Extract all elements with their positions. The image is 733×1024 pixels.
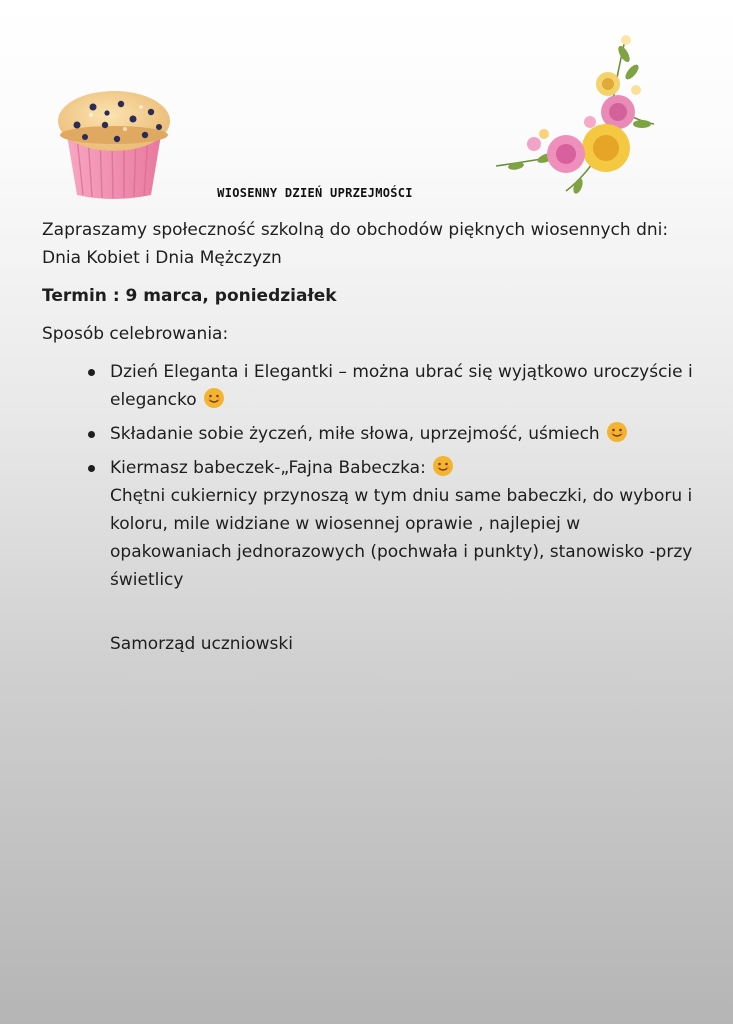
- celebration-list: [42, 358, 702, 594]
- event-date: Termin : 9 marca, poniedziałek: [42, 286, 337, 306]
- celebration-heading: Sposób celebrowania:: [42, 324, 229, 344]
- document-title: WIOSENNY DZIEŃ UPRZEJMOŚCI: [217, 186, 413, 200]
- list-item-text: Kiermasz babeczek-„Fajna Babeczka:: [110, 458, 426, 478]
- smiley-icon: [606, 421, 628, 443]
- intro-paragraph: Zapraszamy społeczność szkolną do obchodów pięknych wiosennych dni: Dnia Kobiet i Dnia Mężczyzn: [42, 220, 669, 268]
- list-item: [88, 454, 702, 594]
- flower-corner-illustration: [486, 26, 662, 198]
- list-item: [88, 358, 702, 414]
- document-body: [42, 216, 702, 658]
- smiley-icon: [432, 455, 454, 477]
- list-item: [88, 420, 702, 448]
- signature: Samorząd uczniowski: [110, 634, 293, 654]
- smiley-icon: [203, 387, 225, 409]
- list-item-text: Składanie sobie życzeń, miłe słowa, uprzejmość, uśmiech: [110, 424, 600, 444]
- list-item-detail: Chętni cukiernicy przynoszą w tym dniu same babeczki, do wyboru i koloru, mile widziane w wiosennej oprawie , najlepiej w opakowaniach jednorazowych (pochwała i punkty), stanowisko -przy świetlicy: [110, 486, 693, 590]
- list-item-text: Dzień Eleganta i Elegantki – można ubrać się wyjątkowo uroczyście i elegancko: [110, 362, 693, 410]
